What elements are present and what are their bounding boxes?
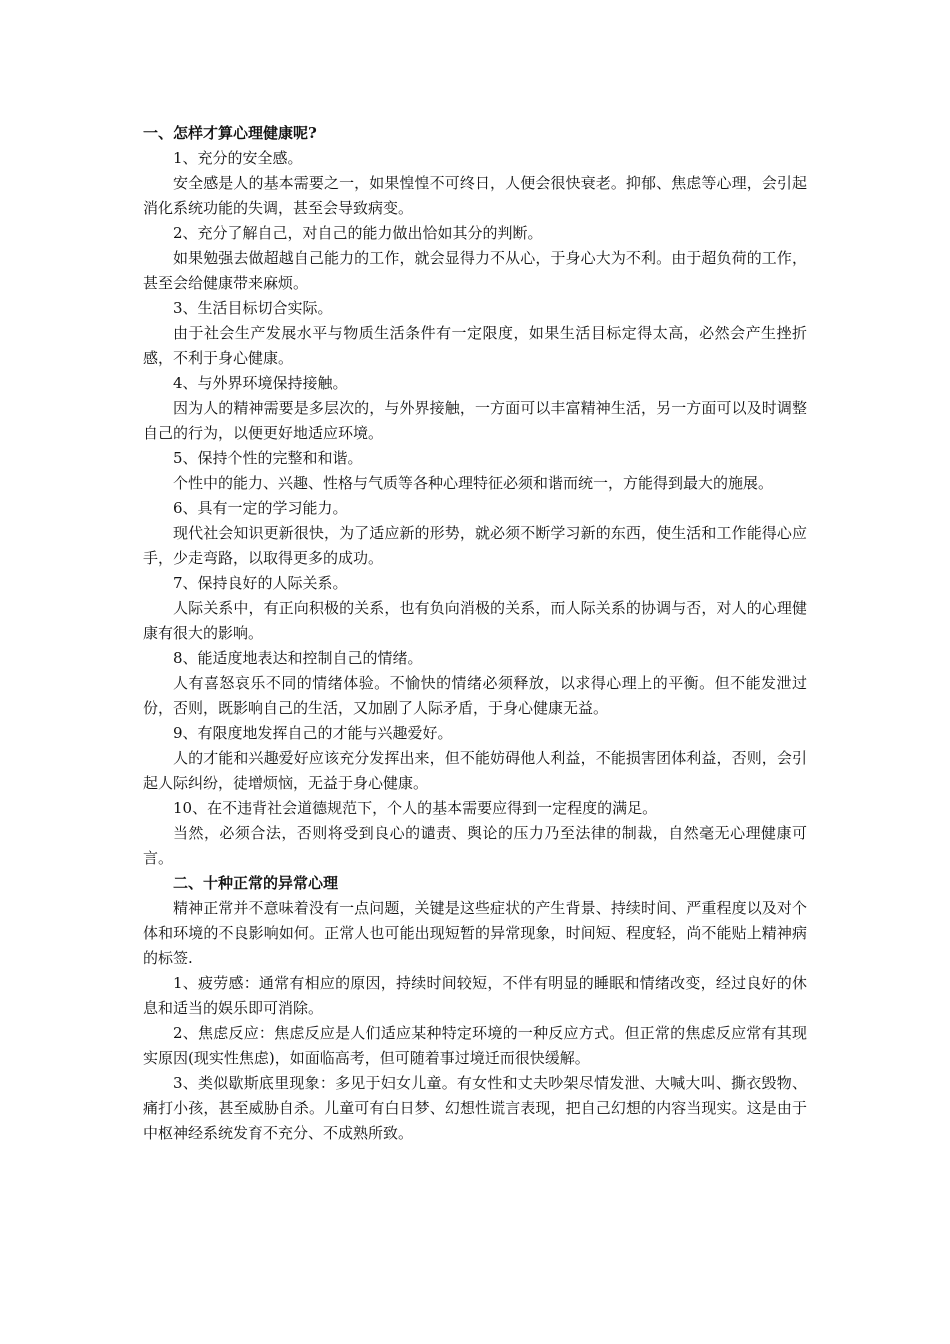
item-4-title: 4、与外界环境保持接触。 (173, 374, 348, 392)
abnormal-item-2: 2、焦虑反应：焦虑反应是人们适应某种特定环境的一种反应方式。但正常的焦虑反应常有其现实原因(现实性焦虑)，如面临高考，但可随着事过境迁而很快缓解。 (143, 1024, 807, 1067)
item-6-body: 现代社会知识更新很快，为了适应新的形势，就必须不断学习新的东西，使生活和工作能得心应手，少走弯路，以取得更多的成功。 (143, 524, 807, 567)
section1-heading: 一、怎样才算心理健康呢? (143, 124, 317, 142)
item-9-body: 人的才能和兴趣爱好应该充分发挥出来，但不能妨碍他人利益，不能损害团体利益，否则，会引起人际纠纷，徒增烦恼，无益于身心健康。 (143, 749, 807, 792)
item-2-body: 如果勉强去做超越自己能力的工作，就会显得力不从心，于身心大为不利。由于超负荷的工作，甚至会给健康带来麻烦。 (143, 249, 807, 292)
item-8-title: 8、能适度地表达和控制自己的情绪。 (173, 649, 423, 667)
section2-intro: 精神正常并不意味着没有一点问题，关键是这些症状的产生背景、持续时间、严重程度以及对个体和环境的不良影响如何。正常人也可能出现短暂的异常现象，时间短、程度轻，尚不能贴上精神病的标签. (143, 899, 807, 967)
item-5-body: 个性中的能力、兴趣、性格与气质等各种心理特征必须和谐而统一，方能得到最大的施展。 (173, 474, 774, 492)
item-7-body: 人际关系中，有正向积极的关系，也有负向消极的关系，而人际关系的协调与否，对人的心理健康有很大的影响。 (143, 599, 807, 642)
item-2-title: 2、充分了解自己，对自己的能力做出恰如其分的判断。 (173, 224, 543, 242)
item-5-title: 5、保持个性的完整和和谐。 (173, 449, 363, 467)
section2-heading: 二、十种正常的异常心理 (173, 874, 339, 892)
item-7-title: 7、保持良好的人际关系。 (173, 574, 348, 592)
item-9-title: 9、有限度地发挥自己的才能与兴趣爱好。 (173, 724, 453, 742)
item-10-body: 当然，必须合法，否则将受到良心的谴责、舆论的压力乃至法律的制裁，自然毫无心理健康可言。 (143, 824, 807, 867)
abnormal-item-1: 1、疲劳感：通常有相应的原因，持续时间较短，不伴有明显的睡眠和情绪改变，经过良好的休息和适当的娱乐即可消除。 (143, 974, 807, 1017)
item-6-title: 6、具有一定的学习能力。 (173, 499, 348, 517)
item-1-body: 安全感是人的基本需要之一，如果惶惶不可终日，人便会很快衰老。抑郁、焦虑等心理，会引起消化系统功能的失调，甚至会导致病变。 (143, 174, 807, 217)
item-10-title: 10、在不违背社会道德规范下，个人的基本需要应得到一定程度的满足。 (173, 799, 658, 817)
document-page (143, 121, 807, 1146)
item-3-body: 由于社会生产发展水平与物质生活条件有一定限度，如果生活目标定得太高，必然会产生挫折感，不利于身心健康。 (143, 324, 807, 367)
abnormal-item-3: 3、类似歇斯底里现象：多见于妇女儿童。有女性和丈夫吵架尽情发泄、大喊大叫、撕衣毁物、痛打小孩，甚至威胁自杀。儿童可有白日梦、幻想性谎言表现，把自己幻想的内容当现实。这是由于中枢神经系统发育不充分、不成熟所致。 (143, 1074, 807, 1142)
item-3-title: 3、生活目标切合实际。 (173, 299, 333, 317)
item-1-title: 1、充分的安全感。 (173, 149, 303, 167)
item-8-body: 人有喜怒哀乐不同的情绪体验。不愉快的情绪必须释放，以求得心理上的平衡。但不能发泄过份，否则，既影响自己的生活，又加剧了人际矛盾，于身心健康无益。 (143, 674, 807, 717)
item-4-body: 因为人的精神需要是多层次的，与外界接触，一方面可以丰富精神生活，另一方面可以及时调整自己的行为，以便更好地适应环境。 (143, 399, 807, 442)
